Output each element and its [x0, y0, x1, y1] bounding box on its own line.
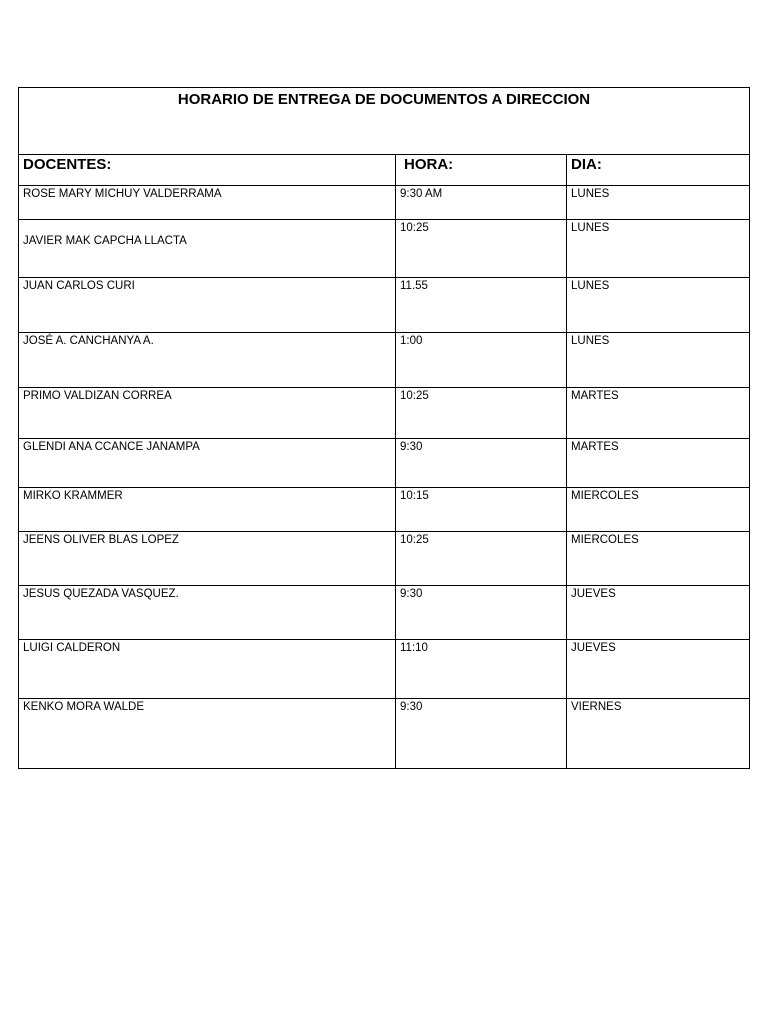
- schedule-table: [18, 87, 750, 769]
- hora-cell: 11:10: [396, 640, 567, 699]
- docente-cell: ROSE MARY MICHUY VALDERRAMA: [19, 186, 396, 220]
- docente-cell: GLENDI ANA CCANCE JANAMPA: [19, 439, 396, 488]
- hora-cell: 10:25: [396, 220, 567, 278]
- table-row: [19, 488, 750, 532]
- hora-cell: 11.55: [396, 278, 567, 333]
- docente-cell: JESUS QUEZADA VASQUEZ.: [19, 586, 396, 640]
- table-row: [19, 220, 750, 278]
- hora-cell: 9:30 AM: [396, 186, 567, 220]
- table-row: [19, 388, 750, 439]
- hora-cell: 9:30: [396, 586, 567, 640]
- docente-cell: JEENS OLIVER BLAS LOPEZ: [19, 532, 396, 586]
- hora-cell: 10:25: [396, 388, 567, 439]
- dia-cell: LUNES: [567, 186, 750, 220]
- table-title: HORARIO DE ENTREGA DE DOCUMENTOS A DIRECCION: [19, 88, 750, 155]
- column-header-hora: HORA:: [396, 155, 567, 186]
- dia-cell: LUNES: [567, 220, 750, 278]
- title-row: [19, 88, 750, 155]
- table-row: [19, 532, 750, 586]
- dia-cell: MARTES: [567, 388, 750, 439]
- dia-cell: JUEVES: [567, 640, 750, 699]
- table-row: [19, 333, 750, 388]
- table-row: [19, 278, 750, 333]
- column-header-dia: DIA:: [567, 155, 750, 186]
- hora-cell: 10:25: [396, 532, 567, 586]
- dia-cell: MIERCOLES: [567, 488, 750, 532]
- docente-cell: JOSÉ A. CANCHANYA A.: [19, 333, 396, 388]
- header-row: [19, 155, 750, 186]
- docente-cell: LUIGI CALDERON: [19, 640, 396, 699]
- column-header-docentes: DOCENTES:: [19, 155, 396, 186]
- hora-cell: 9:30: [396, 699, 567, 769]
- table-row: [19, 640, 750, 699]
- dia-cell: MIERCOLES: [567, 532, 750, 586]
- dia-cell: LUNES: [567, 333, 750, 388]
- docente-cell: KENKO MORA WALDE: [19, 699, 396, 769]
- dia-cell: MARTES: [567, 439, 750, 488]
- docente-cell: JUAN CARLOS CURI: [19, 278, 396, 333]
- docente-cell: MIRKO KRAMMER: [19, 488, 396, 532]
- dia-cell: LUNES: [567, 278, 750, 333]
- table-row: [19, 439, 750, 488]
- docente-cell: [19, 220, 396, 278]
- hora-cell: 9:30: [396, 439, 567, 488]
- hora-cell: 1:00: [396, 333, 567, 388]
- dia-cell: JUEVES: [567, 586, 750, 640]
- table-row: [19, 586, 750, 640]
- dia-cell: VIERNES: [567, 699, 750, 769]
- hora-cell: 10:15: [396, 488, 567, 532]
- docente-cell: PRIMO VALDIZAN CORREA: [19, 388, 396, 439]
- docente-text: JAVIER MAK CAPCHA LLACTA: [23, 235, 187, 247]
- table-row: [19, 186, 750, 220]
- table-row: [19, 699, 750, 769]
